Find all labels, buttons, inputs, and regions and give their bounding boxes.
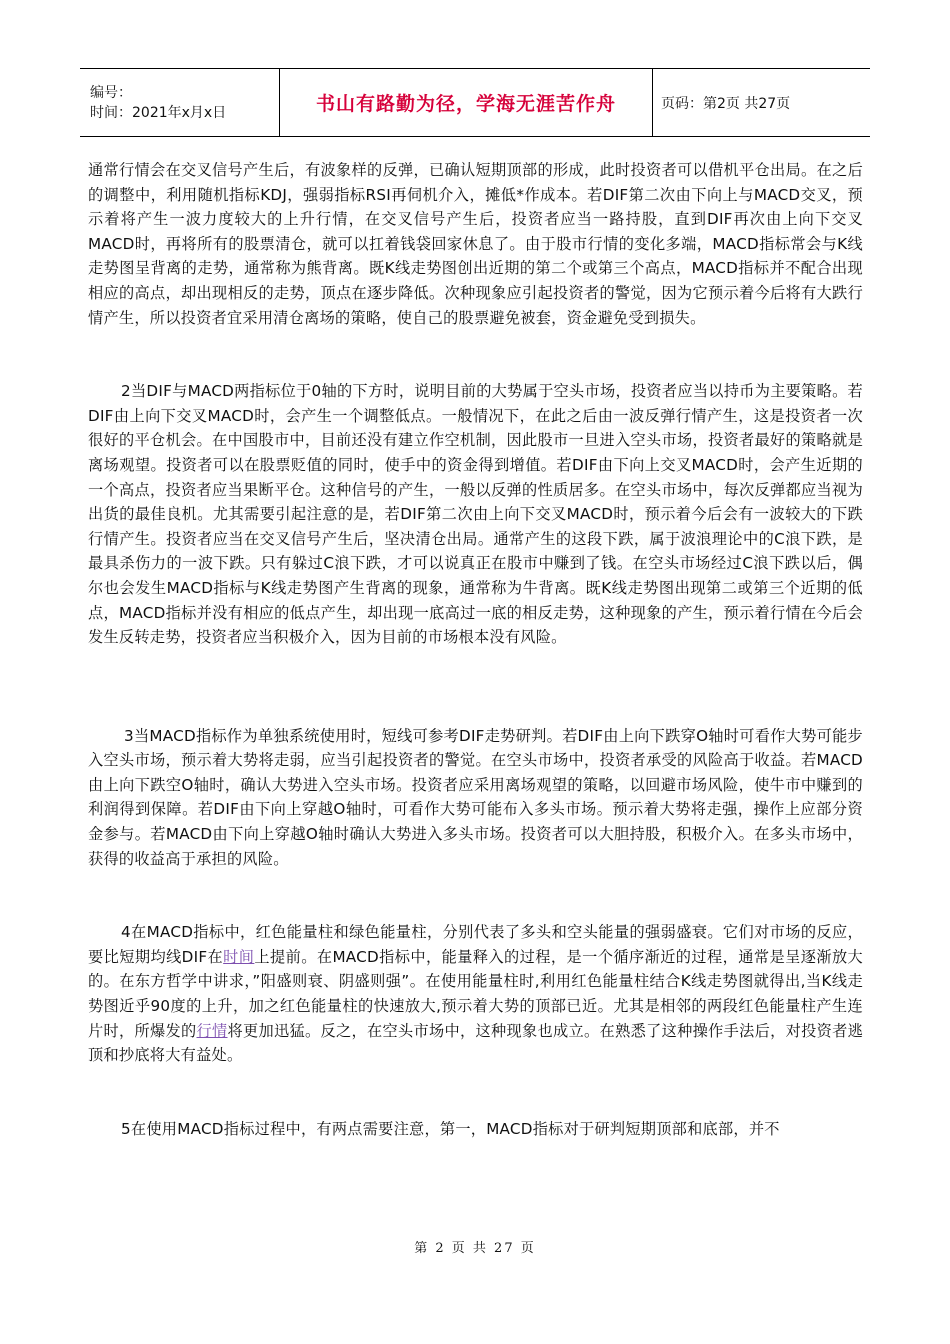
code-label: 编号： [90,84,132,101]
paragraph-4-text-b: 上提前。在MACD指标中，能量释入的过程，是一个循序渐近的过程，通常是呈逐渐放大的。在东方哲学中讲求，”阳盛则衰、阴盛则强”。在使用能量柱时,利用红色能量柱结合K线走势图就得出,当K线走势图近乎90度的上升，加之红色能量柱的快速放大,预示着大势的顶部已近。尤其是相邻的两段红色能量柱产生连片时，所爆发的 [88,947,863,1040]
paragraph-2: 2当DIF与MACD两指标位于0轴的下方时，说明目前的大势属于空头市场，投资者应当以持币为主要策略。若DIF由上向下交叉MACD时，会产生一个调整低点。一般情况下，在此之后由一波反弹行情产生，这是投资者一次很好的平仓机会。在中国股市中，目前还没有建立作空机制，因此股市一旦进入空头市场，投资者最好的策略就是离场观望。投资者可以在股票贬值的同时，使手中的资金得到增值。若DIF由下向上交叉MACD时，会产生近期的一个高点，投资者应当果断平仓。这种信号的产生，一般以反弹的性质居多。在空头市场中，每次反弹都应当视为出货的最佳良机。尤其需要引起注意的是，若DIF第二次由上向下交叉MACD时，预示着今后会有一波较大的下跌行情产生。投资者应当在交叉信号产生后，坚决清仓出局。通常产生的这段下跌，属于波浪理论中的C浪下跌，是最具杀伤力的一波下跌。只有躲过C浪下跌，才可以说真正在股市中赚到了钱。在空头市场经过C浪下跌以后，偶尔也会发生MACD指标与K线走势图产生背离的现象，通常称为牛背离。既K线走势图出现第二或第三个近期的低点，MACD指标并没有相应的低点产生，却出现一底高过一底的相反走势，这种现象的产生，预示着行情在今后会发生反转走势，投资者应当积极介入，因为目前的市场根本没有风险。 [88,382,863,647]
header-page-cell [653,69,870,136]
header-motto: 书山有路勤为径，学海无涯苦作舟 [315,93,616,115]
paragraph-4 [88,920,863,1068]
page-header [80,68,870,137]
paragraph-1: 通常行情会在交叉信号产生后，有波象样的反弹，已确认短期顶部的形成，此时投资者可以借机平仓出局。在之后的调整中，利用随机指标KDJ，强弱指标RSI再伺机介入，摊低*作成本。若DIF第二次由下向上与MACD交叉，预示着将产生一波力度较大的上升行情，在交叉信号产生后，投资者应当一路持股，直到DIF再次由上向下交叉MACD时，再将所有的股票清仓，就可以扛着钱袋回家休息了。由于股市行情的变化多端，MACD指标常会与K线走势图呈背离的走势，通常称为熊背离。既K线走势图创出近期的第二个或第三个高点，MACD指标并不配合出现相应的高点，却出现相反的走势，顶点在逐步降低。次种现象应引起投资者的警觉，因为它预示着今后将有大跌行情产生，所以投资者宜采用清仓离场的策略，使自己的股票避免被套，资金避免受到损失。 [88,161,863,327]
paragraph-4-text-c: 将更加迅猛。反之，在空头市场中，这种现象也成立。在熟悉了这种操作手法后，对投资者逃顶和抄底将大有益处。 [88,1021,864,1065]
paragraph-3: 3当MACD指标作为单独系统使用时，短线可参考DIF走势研判。若DIF由上向下跌穿O轴时可看作大势可能步入空头市场，预示着大势将走弱，应当引起投资者的警觉。在空头市场中，投资者承受的风险高于收益。若MACD由上向下跌空O轴时，确认大势进入空头市场。投资者应采用离场观望的策略，以回避市场风险，使牛市中赚到的利润得到保障。若DIF由下向上穿越O轴时，可看作大势可能布入多头市场。预示着大势将走强，操作上应部分资金参与。若MACD由下向上穿越O轴时确认大势进入多头市场。投资者可以大胆持股，积极介入。在多头市场中，获得的收益高于承担的风险。 [88,726,863,868]
link-market[interactable]: 行情 [196,1021,228,1040]
header-motto-cell [280,69,653,136]
paragraph-5: 5在使用MACD指标过程中，有两点需要注意，第一，MACD指标对于研判短期顶部和底部，并不 [121,1119,780,1138]
time-label: 时间：2021年x月x日 [90,104,227,121]
page-footer: 第 2 页 共 27 页 [414,1241,536,1256]
document-body [88,158,863,1141]
header-meta [80,69,280,136]
paragraph-4-text-a: 4在MACD指标中，红色能量柱和绿色能量柱，分别代表了多头和空头能量的强弱盛衰。它们对市场的反应，要比短期均线DIF在 [88,923,863,966]
link-time[interactable]: 时间 [223,947,255,966]
header-page-info: 页码：第2页 共27页 [661,95,791,112]
